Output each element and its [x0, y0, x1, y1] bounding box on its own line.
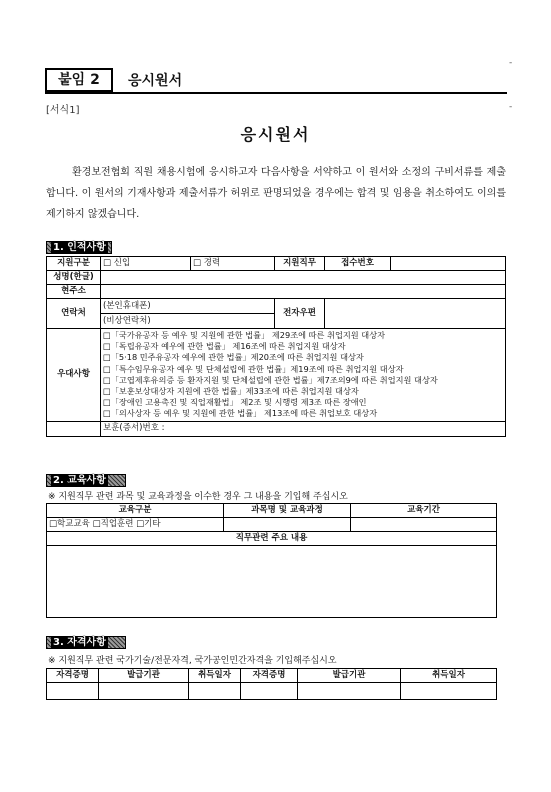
header-rule	[45, 92, 507, 94]
personal-info-table	[46, 256, 506, 437]
main-content-label: 직무관련 주요 내용	[47, 532, 497, 546]
cert-field[interactable]	[401, 683, 497, 700]
section2-heading	[46, 474, 126, 487]
contact-label: 연락처	[47, 299, 101, 329]
email-field[interactable]	[325, 299, 506, 329]
receipt-label: 접수번호	[325, 257, 391, 271]
pref-label: 우대사항	[47, 329, 101, 422]
intro-paragraph: 환경보전협회 직원 채용시험에 응시하고자 다음사항을 서약하고 이 원서와 소정의 구비서류를 제출합니다. 이 원서의 기재사항과 제출서류가 허위로 판명되었을 경우에는 합격 및 임용을 취소하여도 이의를 제기하지 않겠습니다.	[46, 167, 506, 220]
name-label: 성명(한글)	[47, 271, 101, 285]
option-career[interactable]: □ 경력	[191, 257, 275, 271]
education-table	[46, 503, 497, 618]
pref-item[interactable]: □「국가유공자 등 예우 및 지원에 관한 법률」 제29조에 따른 취업지원 대상자	[103, 330, 386, 340]
margin-mark: -	[509, 102, 513, 112]
pref-blank	[47, 421, 101, 436]
section3-note: ※ 지원직무 관련 국가기술/전문자격, 국가공인민간자격을 기입해주십시오	[48, 656, 337, 666]
section1-title: 1. 인적사항	[53, 242, 106, 253]
col-period: 교육기간	[351, 504, 497, 518]
job-label: 지원직무	[275, 257, 325, 271]
receipt-field[interactable]	[391, 257, 506, 271]
pref-item[interactable]: □「고엽제후유의증 등 환자지원 및 단체설립에 관한 법률」제7조의9에 따른 취업지원 대상자	[103, 374, 438, 385]
col-issuer: 발급기관	[298, 669, 401, 683]
apply-type-label: 지원구분	[47, 257, 101, 271]
cert-field[interactable]	[99, 683, 189, 700]
col-course: 과목명 및 교육과정	[224, 504, 351, 518]
option-new[interactable]: □ 신입	[101, 257, 191, 271]
pref-item[interactable]: □「특수임무유공자 예우 및 단체설립에 관한 법률」제19조에 따른 취업지원 대상자	[103, 363, 404, 374]
email-label: 전자우편	[275, 299, 325, 329]
cert-field[interactable]	[298, 683, 401, 700]
certificate-table	[46, 668, 497, 700]
pref-item[interactable]: □「장애인 고용촉진 및 직업재활법」 제2조 및 시행령 제3조 따른 장애인	[103, 397, 367, 408]
section2-title: 2. 교육사항	[53, 475, 106, 486]
address-field[interactable]	[101, 285, 506, 299]
col-date: 취득일자	[189, 669, 241, 683]
main-content-field[interactable]	[47, 546, 497, 618]
section1-heading	[46, 241, 112, 254]
form-number: [서식1]	[46, 105, 80, 116]
pref-list	[101, 329, 506, 422]
emergency-field[interactable]: (비상연락처)	[101, 314, 275, 329]
veteran-number-field[interactable]: 보훈(증서)번호 :	[101, 421, 506, 436]
col-cert-name: 자격증명	[241, 669, 298, 683]
cert-field[interactable]	[241, 683, 298, 700]
name-field[interactable]	[101, 271, 506, 285]
margin-mark: -	[509, 58, 513, 68]
mobile-field[interactable]: (본인휴대폰)	[101, 299, 275, 314]
address-label: 현주소	[47, 285, 101, 299]
cert-field[interactable]	[189, 683, 241, 700]
pref-item[interactable]: □「5·18 민주유공자 예우에 관한 법률」제20조에 따른 취업지원 대상자	[103, 352, 364, 363]
pref-item[interactable]: □「의사상자 등 예우 및 지원에 관한 법률」 제13조에 따른 취업보호 대상자	[103, 408, 378, 419]
annex-title: 응시원서	[128, 73, 183, 89]
col-date: 취득일자	[401, 669, 497, 683]
section3-title: 3. 자격사항	[53, 637, 106, 648]
pref-item[interactable]: □「독립유공자 예우에 관한 법률」 제16조에 따른 취업지원 대상자	[103, 341, 346, 352]
course-field[interactable]	[224, 518, 351, 532]
annex-label: 붙임 2	[45, 68, 113, 92]
cert-field[interactable]	[47, 683, 99, 700]
document-title: 응시원서	[240, 125, 311, 144]
col-cert-name: 자격증명	[47, 669, 99, 683]
col-issuer: 발급기관	[99, 669, 189, 683]
pref-item[interactable]: □「보훈보상대상자 지원에 관한 법률」제33조에 따른 취업지원 대상자	[103, 386, 359, 397]
period-field[interactable]	[351, 518, 497, 532]
section2-note: ※ 지원직무 관련 과목 및 교육과정을 이수한 경우 그 내용을 기입해 주십시오	[48, 492, 348, 502]
edu-type-options[interactable]: □학교교육 □직업훈련 □기타	[47, 518, 224, 532]
col-edu-type: 교육구분	[47, 504, 224, 518]
section3-heading	[46, 636, 126, 649]
